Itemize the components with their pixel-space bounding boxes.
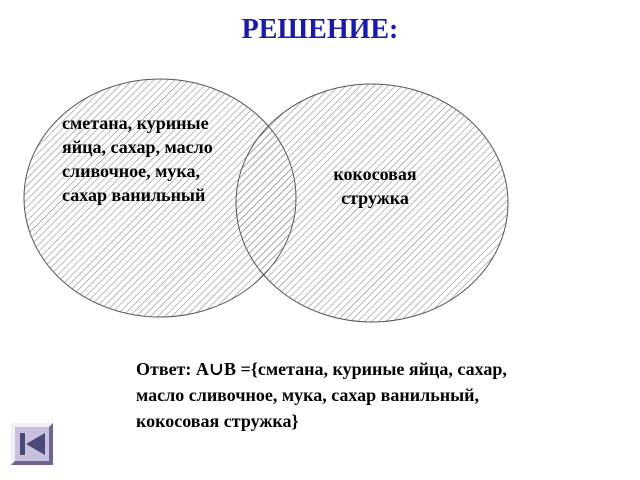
back-to-start-button[interactable] [11, 423, 53, 465]
set-a-line: сахар ванильный [62, 185, 206, 205]
answer-line: масло сливочное, мука, сахар ванильный, [136, 385, 480, 405]
set-a-line: яйца, сахар, масло [62, 137, 213, 157]
set-b-line: кокосовая [333, 164, 417, 184]
set-b-line: стружка [341, 188, 409, 208]
page-title: РЕШЕНИЕ: [241, 14, 399, 45]
answer-text [136, 356, 596, 434]
set-a-line: сливочное, мука, [62, 161, 200, 181]
set-b-label [310, 162, 440, 210]
answer-line: кокосовая стружка} [136, 411, 299, 431]
skip-to-start-icon [11, 423, 53, 465]
answer-line: Ответ: A∪B ={сметана, куриные яйца, сахар, [136, 359, 507, 379]
set-a-label [62, 111, 262, 207]
set-a-line: сметана, куриные [62, 113, 209, 133]
